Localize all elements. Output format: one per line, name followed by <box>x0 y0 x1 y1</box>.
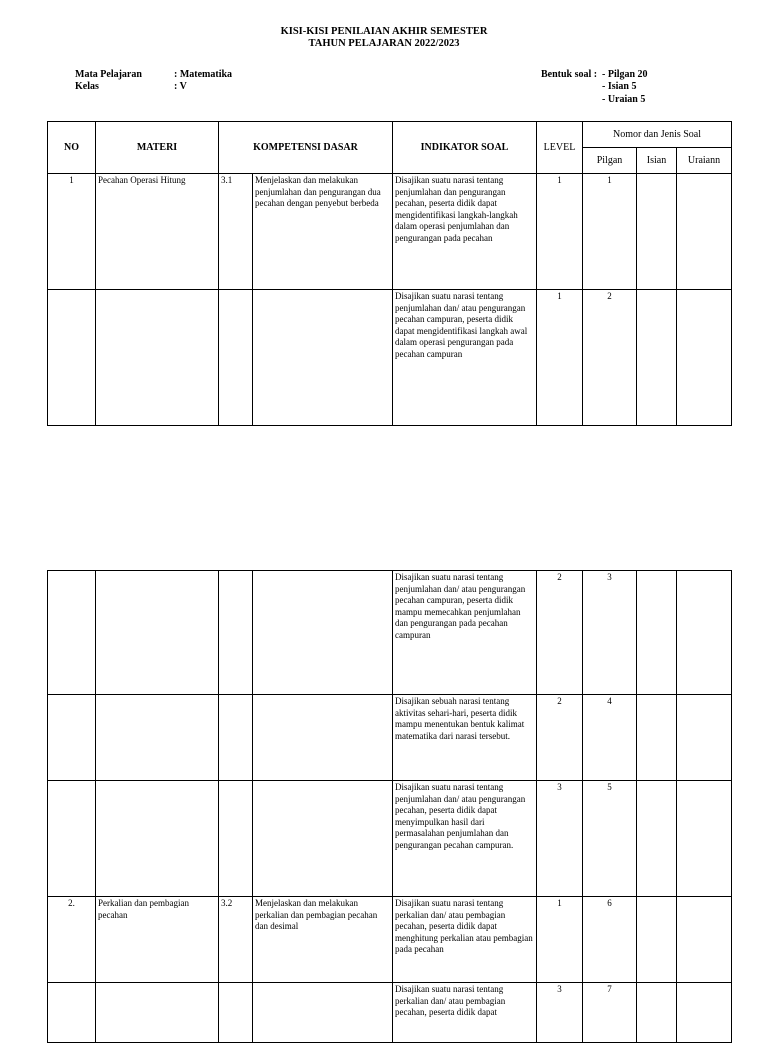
header-indikator-soal: INDIKATOR SOAL <box>393 122 537 174</box>
cell-uraian <box>677 897 732 983</box>
cell-pilgan: 5 <box>583 781 637 897</box>
question-form-line-2: - Isian 5 <box>602 81 637 92</box>
cell-no <box>48 695 96 781</box>
class-value: : V <box>174 81 187 92</box>
cell-indikator: Disajikan suatu narasi tentang penjumlahan dan/ atau pengurangan pecahan campuran, peserta didik dapat mengidentifikasi langkah awal dalam operasi pengurangan pada pecahan campuran <box>393 290 537 426</box>
cell-indikator: Disajikan suatu narasi tentang penjumlahan dan/ atau pengurangan pecahan campuran, peserta didik mampu memecahkan penjumlahan dan pengurangan pada pecahan campuran <box>393 571 537 695</box>
cell-pilgan: 3 <box>583 571 637 695</box>
header-kompetensi-dasar: KOMPETENSI DASAR <box>219 122 393 174</box>
subject-value: : Matematika <box>174 69 233 80</box>
doc-title-line1: KISI-KISI PENILAIAN AKHIR SEMESTER <box>280 26 488 37</box>
cell-level: 2 <box>537 695 583 781</box>
cell-indikator: Disajikan sebuah narasi tentang aktivitas sehari-hari, peserta didik mampu menentukan bentuk kalimat matematika dari narasi tersebut. <box>393 695 537 781</box>
cell-uraian <box>677 571 732 695</box>
cell-kd <box>253 781 393 897</box>
cell-level: 1 <box>537 897 583 983</box>
table-row <box>48 781 732 897</box>
cell-materi <box>96 571 219 695</box>
cell-level: 1 <box>537 290 583 426</box>
cell-isian <box>637 983 677 1043</box>
cell-no: 2. <box>48 897 96 983</box>
table-row <box>48 571 732 695</box>
cell-isian <box>637 695 677 781</box>
cell-materi <box>96 695 219 781</box>
cell-kd: Menjelaskan dan melakukan penjumlahan dan pengurangan dua pecahan dengan penyebut berbeda <box>253 174 393 290</box>
cell-pilgan: 7 <box>583 983 637 1043</box>
cell-kd-no <box>219 695 253 781</box>
cell-uraian <box>677 983 732 1043</box>
cell-no <box>48 290 96 426</box>
grid-table-page-1 <box>47 121 732 426</box>
table-row <box>48 174 732 290</box>
cell-level: 1 <box>537 174 583 290</box>
header-no: NO <box>48 122 96 174</box>
grid-table-page-2 <box>47 570 732 1043</box>
table-row <box>48 983 732 1043</box>
table-row <box>48 695 732 781</box>
class-label: Kelas <box>75 81 99 92</box>
cell-materi: Pecahan Operasi Hitung <box>96 174 219 290</box>
cell-isian <box>637 781 677 897</box>
cell-kd-no <box>219 290 253 426</box>
header-nomor-jenis-soal: Nomor dan Jenis Soal <box>583 122 732 148</box>
cell-no <box>48 983 96 1043</box>
cell-kd <box>253 571 393 695</box>
question-form-label: Bentuk soal : <box>541 69 598 80</box>
cell-indikator: Disajikan suatu narasi tentang penjumlahan dan/ atau pengurangan pecahan, peserta didik dapat menyimpulkan hasil dari permasalahan penjumlahan dan pengurangan pecahan campuran. <box>393 781 537 897</box>
cell-pilgan: 1 <box>583 174 637 290</box>
header-uraian: Uraiann <box>677 148 732 174</box>
cell-materi <box>96 781 219 897</box>
cell-materi <box>96 290 219 426</box>
cell-uraian <box>677 781 732 897</box>
cell-indikator: Disajikan suatu narasi tentang perkalian dan/ atau pembagian pecahan, peserta didik dapat menghitung perkalian atau pembagian pada pecahan <box>393 897 537 983</box>
cell-uraian <box>677 290 732 426</box>
cell-no <box>48 781 96 897</box>
cell-level: 3 <box>537 781 583 897</box>
cell-level: 3 <box>537 983 583 1043</box>
cell-indikator: Disajikan suatu narasi tentang perkalian dan/ atau pembagian pecahan, peserta didik dapat <box>393 983 537 1043</box>
cell-kd: Menjelaskan dan melakukan perkalian dan pembagian pecahan dan desimal <box>253 897 393 983</box>
cell-kd-no: 3.1 <box>219 174 253 290</box>
cell-isian <box>637 897 677 983</box>
table-row <box>48 290 732 426</box>
cell-kd-no <box>219 983 253 1043</box>
cell-kd <box>253 290 393 426</box>
table-row <box>48 897 732 983</box>
question-form-line-3: - Uraian 5 <box>602 94 646 105</box>
cell-isian <box>637 571 677 695</box>
cell-uraian <box>677 174 732 290</box>
cell-no <box>48 571 96 695</box>
cell-isian <box>637 174 677 290</box>
header-isian: Isian <box>637 148 677 174</box>
cell-no: 1 <box>48 174 96 290</box>
cell-kd-no <box>219 571 253 695</box>
cell-pilgan: 4 <box>583 695 637 781</box>
header-level: LEVEL <box>537 122 583 174</box>
cell-materi <box>96 983 219 1043</box>
cell-materi: Perkalian dan pembagian pecahan <box>96 897 219 983</box>
cell-kd <box>253 983 393 1043</box>
header-materi: MATERI <box>96 122 219 174</box>
cell-pilgan: 2 <box>583 290 637 426</box>
cell-pilgan: 6 <box>583 897 637 983</box>
cell-isian <box>637 290 677 426</box>
cell-kd <box>253 695 393 781</box>
subject-label: Mata Pelajaran <box>75 69 142 80</box>
header-pilgan: Pilgan <box>583 148 637 174</box>
cell-uraian <box>677 695 732 781</box>
cell-kd-no <box>219 781 253 897</box>
cell-kd-no: 3.2 <box>219 897 253 983</box>
cell-level: 2 <box>537 571 583 695</box>
question-form-line-1: - Pilgan 20 <box>602 69 648 80</box>
doc-title-line2: TAHUN PELAJARAN 2022/2023 <box>308 38 460 49</box>
cell-indikator: Disajikan suatu narasi tentang penjumlahan dan pengurangan pecahan, peserta didik dapat mengidentifikasi langkah-langkah dalam operasi penjumlahan dan pengurangan pada pecahan <box>393 174 537 290</box>
